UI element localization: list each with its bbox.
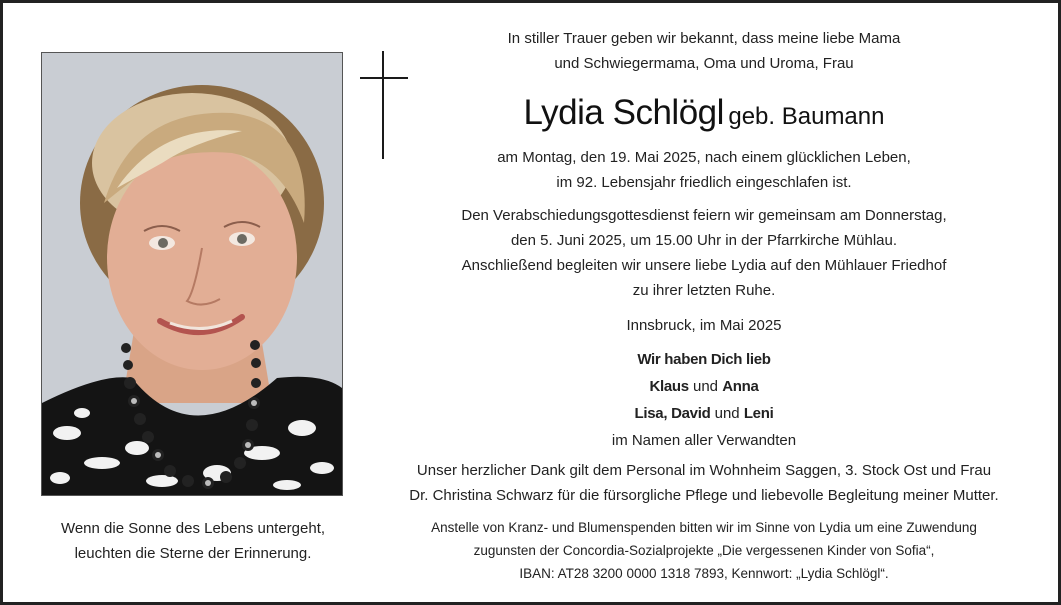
family-member: Anna [722, 378, 759, 395]
quote-line: leuchten die Sterne der Erinnerung. [74, 545, 312, 562]
service-line: zu ihrer letzten Ruhe. [632, 282, 776, 299]
deceased-name [363, 93, 1045, 133]
intro-line: In stiller Trauer geben wir bekannt, dass meine liebe Mama [507, 30, 901, 47]
deceased-full-name: Lydia Schlögl [523, 93, 724, 132]
thanks-note [363, 458, 1045, 508]
family-row: Lisa, David und Leni [634, 405, 774, 422]
portrait-photo [41, 52, 343, 496]
family-signature [363, 346, 1045, 454]
family-row: Klaus und Anna [649, 378, 759, 395]
family-member: Klaus [649, 378, 689, 395]
thanks-line: Unser herzlicher Dank gilt dem Personal im Wohnheim Saggen, 3. Stock Ost und Frau [416, 462, 992, 479]
death-line: im 92. Lebensjahr friedlich eingeschlafen ist. [556, 174, 852, 191]
funeral-service-info [363, 203, 1045, 303]
memorial-quote [33, 516, 353, 566]
announcement-intro [363, 26, 1045, 76]
donation-line: IBAN: AT28 3200 0000 1318 7893, Kennwort: „Lydia Schlögl“. [519, 566, 889, 581]
donation-line: Anstelle von Kranz- und Blumenspenden bitten wir im Sinne von Lydia um eine Zuwendung [431, 520, 977, 535]
service-line: den 5. Juni 2025, um 15.00 Uhr in der Pfarrkirche Mühlau. [510, 232, 898, 249]
death-notice [363, 145, 1045, 195]
family-heading: Wir haben Dich lieb [637, 351, 771, 368]
death-line: am Montag, den 19. Mai 2025, nach einem glücklichen Leben, [497, 149, 911, 166]
relatives-line: im Namen aller Verwandten [611, 432, 797, 449]
place-and-date [363, 313, 1045, 338]
family-member: Leni [743, 405, 774, 422]
family-member: Lisa, David [634, 405, 711, 422]
donation-request [363, 516, 1045, 585]
quote-line: Wenn die Sonne des Lebens untergeht, [60, 520, 326, 537]
deceased-maiden-name: geb. Baumann [728, 103, 885, 130]
donation-line: zugunsten der Concordia-Sozialprojekte „Die vergessenen Kinder von Sofia“, [473, 543, 935, 558]
intro-line: und Schwiegermama, Oma und Uroma, Frau [554, 55, 854, 72]
service-line: Anschließend begleiten wir unsere liebe Lydia auf den Mühlauer Friedhof [461, 257, 947, 274]
thanks-line: Dr. Christina Schwarz für die fürsorgliche Pflege und liebevolle Begleitung meiner Mutter. [409, 487, 999, 504]
service-line: Den Verabschiedungsgottesdienst feiern wir gemeinsam am Donnerstag, [461, 207, 947, 224]
place-date-line: Innsbruck, im Mai 2025 [626, 317, 782, 334]
